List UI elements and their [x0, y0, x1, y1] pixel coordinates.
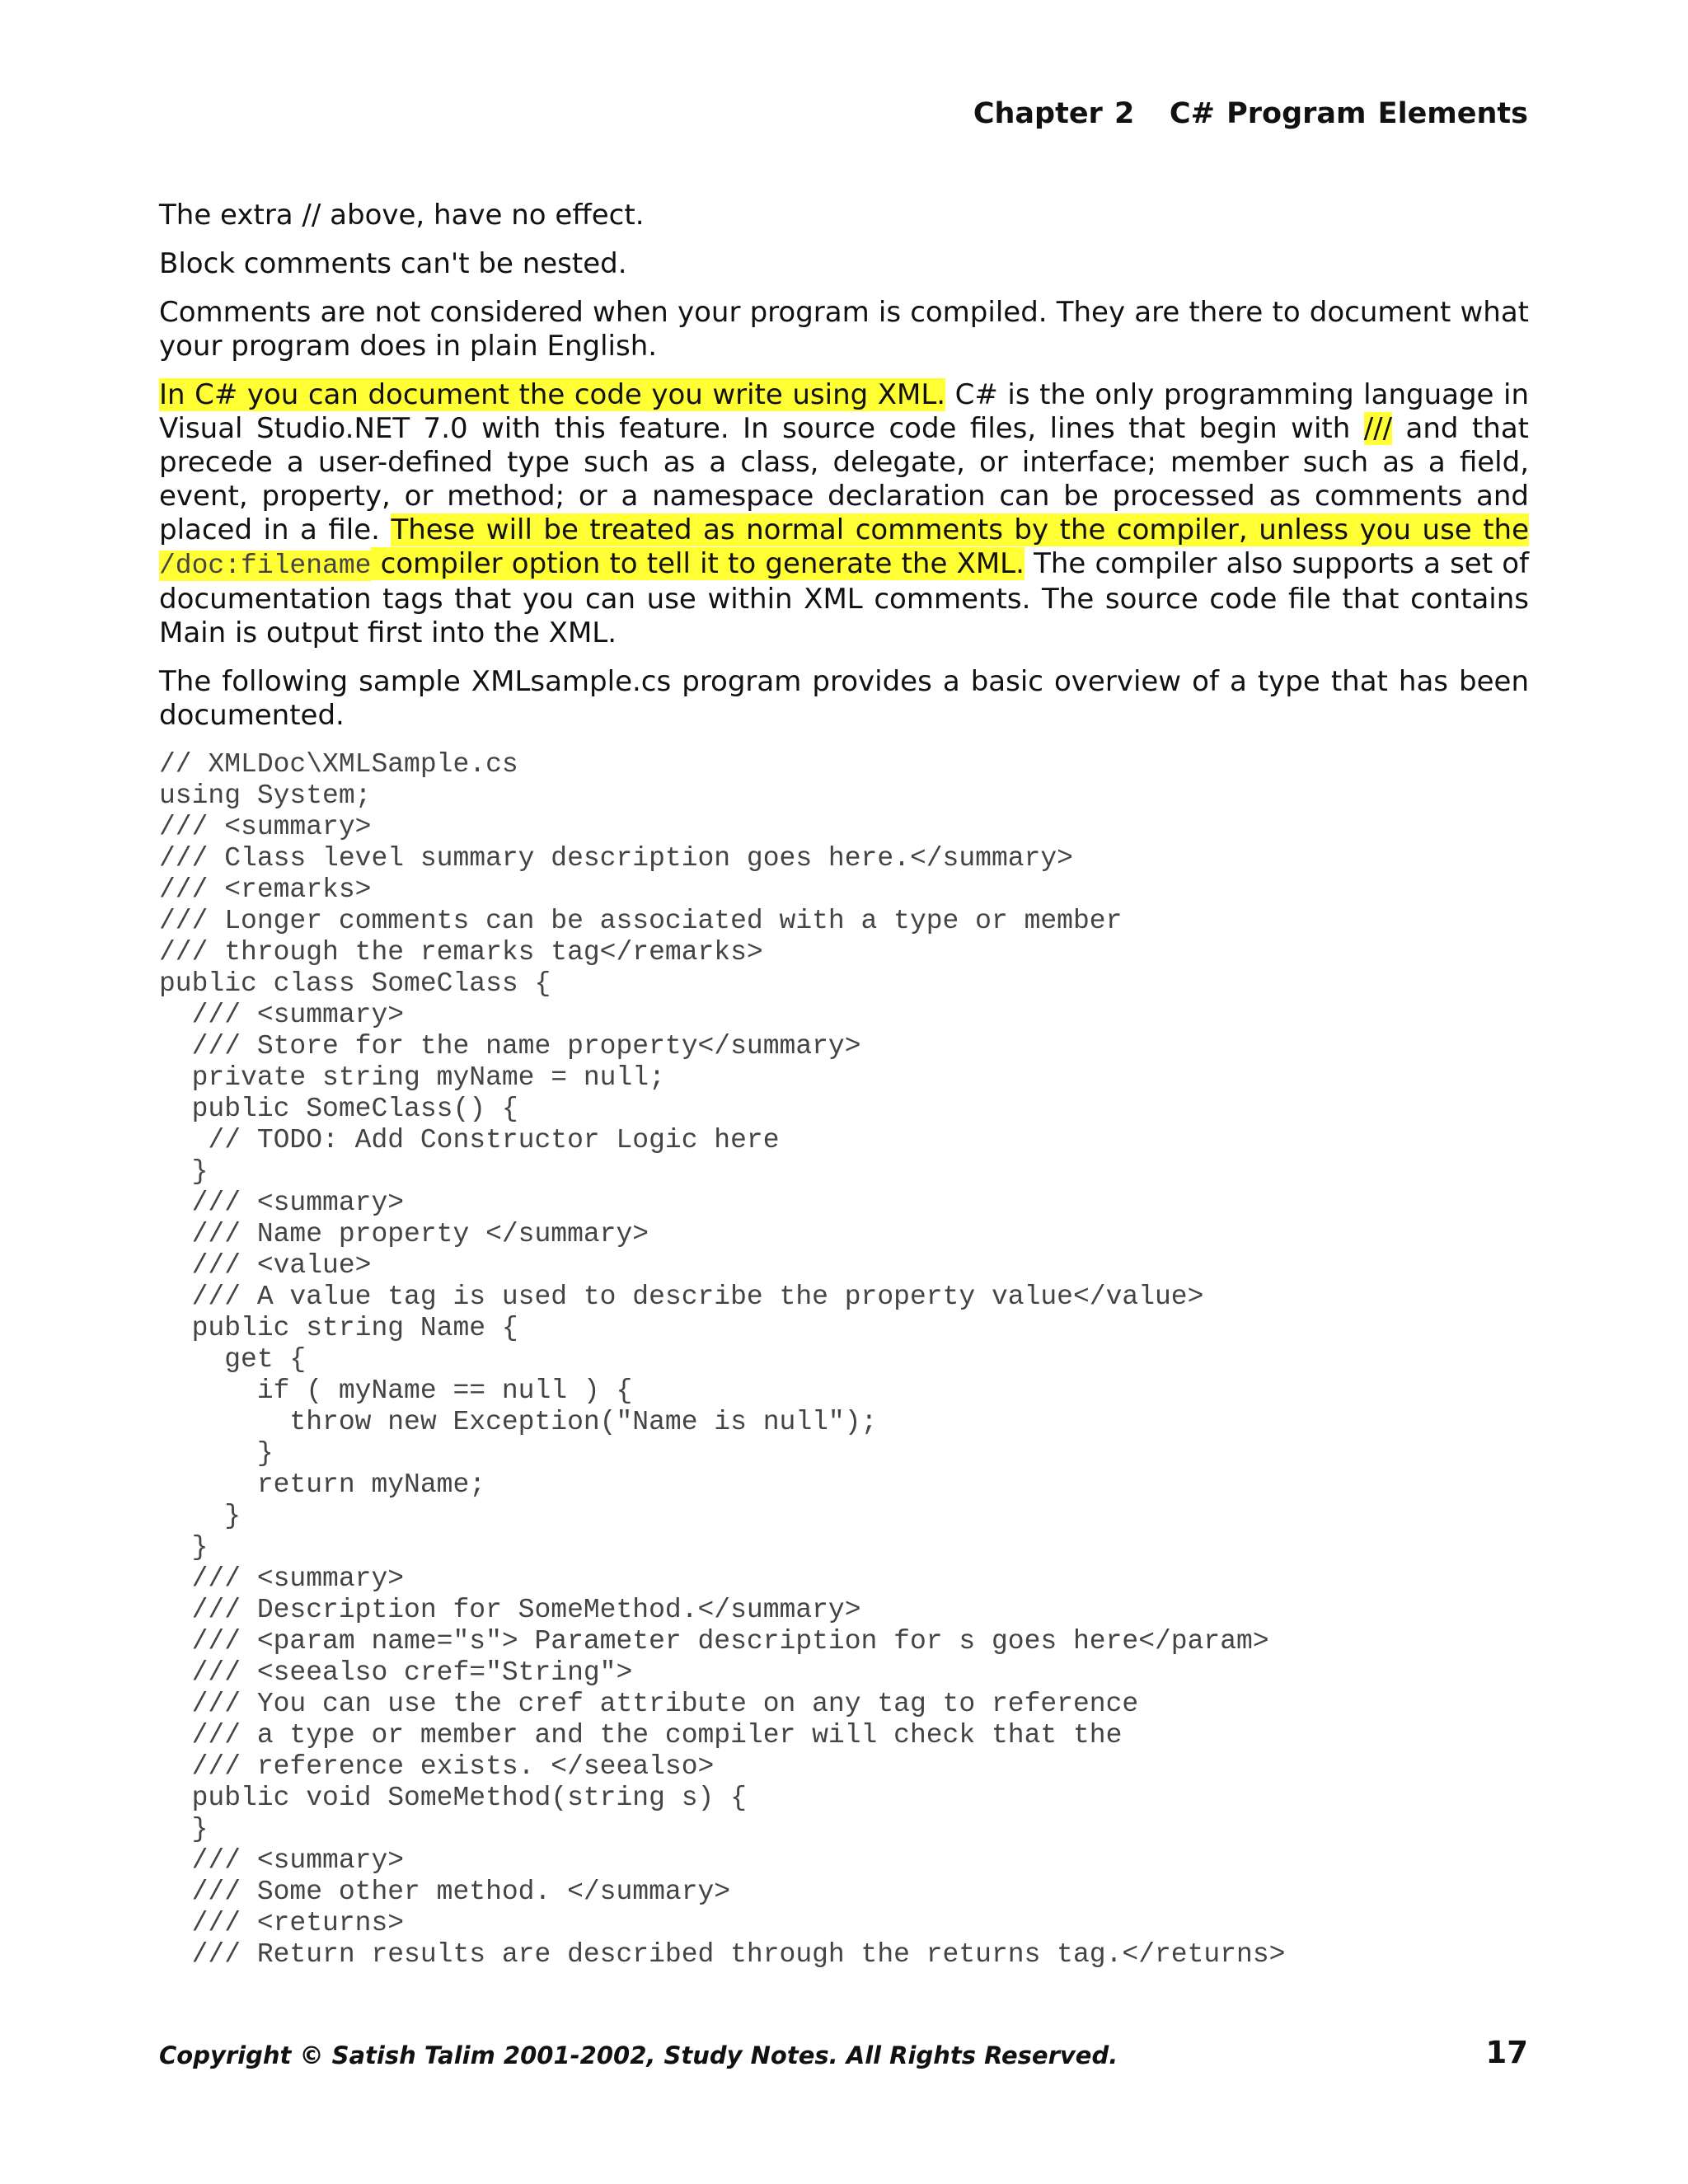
code-line: }: [159, 1532, 209, 1563]
inline-code-doc-option: /doc:filename: [159, 551, 372, 581]
code-line: /// <value>: [159, 1250, 372, 1281]
code-line: }: [159, 1156, 209, 1187]
code-line: /// <summary>: [159, 1845, 405, 1876]
paragraph-xml-documentation: [159, 378, 1529, 650]
code-line: /// <summary>: [159, 1563, 405, 1594]
paragraph-extra-slashes: The extra // above, have no effect.: [159, 199, 645, 232]
highlight-normal-comments: These will be treated as normal comments by the compiler, unless you use the: [391, 513, 1529, 546]
code-line: /// <remarks>: [159, 874, 372, 905]
code-line: // TODO: Add Constructor Logic here: [159, 1125, 780, 1155]
text-segment: C# is the only programming language in Visual Studio.NET 7.0 with this feature. In source code files, lines that begin with: [159, 378, 1529, 445]
code-line: private string myName = null;: [159, 1062, 665, 1093]
code-line: /// <returns>: [159, 1908, 405, 1938]
code-line: public void SomeMethod(string s) {: [159, 1783, 747, 1813]
highlight-triple-slash: ///: [1363, 412, 1393, 445]
code-line: /// <summary>: [159, 1000, 405, 1030]
code-line: /// Name property </summary>: [159, 1219, 649, 1249]
code-listing: [159, 749, 1529, 1971]
chapter-label: Chapter 2: [973, 97, 1135, 130]
code-line: public SomeClass() {: [159, 1094, 518, 1124]
text-segment: and that precede a user-defined type such as a class, delegate, or interface; member such as a field, event, property, or method; or a namespace declaration can be processed as comments and placed in a file.: [159, 412, 1529, 546]
code-line: /// Description for SomeMethod.</summary>: [159, 1595, 861, 1625]
code-line: /// through the remarks tag</remarks>: [159, 937, 763, 968]
code-line: /// Class level summary description goes here.</summary>: [159, 843, 1073, 874]
code-line: using System;: [159, 780, 372, 811]
code-line: get {: [159, 1344, 307, 1375]
code-line: /// A value tag is used to describe the property value</value>: [159, 1282, 1204, 1312]
code-line: /// Some other method. </summary>: [159, 1877, 731, 1907]
code-line: throw new Exception("Name is null");: [159, 1407, 878, 1437]
page-header: [973, 97, 1528, 130]
highlight-xml-intro: In C# you can document the code you write using XML.: [159, 378, 946, 411]
code-line: if ( myName == null ) {: [159, 1376, 633, 1406]
paragraph-sample-intro: The following sample XMLsample.cs program provides a basic overview of a type that has been documented.: [159, 665, 1529, 732]
page-number: 17: [1485, 2035, 1528, 2070]
code-line: public string Name {: [159, 1313, 518, 1343]
code-line: return myName;: [159, 1469, 486, 1500]
chapter-title: C# Program Elements: [1169, 97, 1528, 130]
code-line: // XMLDoc\XMLSample.cs: [159, 749, 518, 780]
footer-copyright: Copyright © Satish Talim 2001-2002, Study Notes. All Rights Reserved.: [159, 2041, 1118, 2069]
paragraph-comments-compiled: Comments are not considered when your program is compiled. They are there to document what your program does in plain English.: [159, 296, 1529, 363]
highlight-compiler-option: compiler option to tell it to generate the XML.: [371, 547, 1025, 580]
code-line: /// Return results are described through the returns tag.</returns>: [159, 1939, 1286, 1970]
code-line: /// reference exists. </seealso>: [159, 1751, 715, 1782]
code-line: /// <summary>: [159, 1188, 405, 1218]
paragraph-block-comments: Block comments can't be nested.: [159, 247, 627, 280]
code-line: /// You can use the cref attribute on any tag to reference: [159, 1689, 1139, 1719]
text-segment: The compiler also supports a set of documentation tags that you can use within XML comments. The source code file that contains Main is output first into the XML.: [159, 547, 1529, 649]
code-line: /// <seealso cref="String">: [159, 1657, 633, 1688]
code-line: /// a type or member and the compiler will check that the: [159, 1720, 1123, 1750]
code-line: }: [159, 1438, 274, 1469]
code-line: /// Store for the name property</summary>: [159, 1031, 861, 1062]
code-line: public class SomeClass {: [159, 968, 551, 999]
code-line: /// Longer comments can be associated with a type or member: [159, 906, 1123, 936]
code-line: /// <summary>: [159, 812, 372, 842]
code-line: }: [159, 1501, 241, 1531]
code-line: }: [159, 1814, 209, 1844]
code-line: /// <param name="s"> Parameter description for s goes here</param>: [159, 1626, 1269, 1657]
page-body: [159, 199, 1529, 1971]
